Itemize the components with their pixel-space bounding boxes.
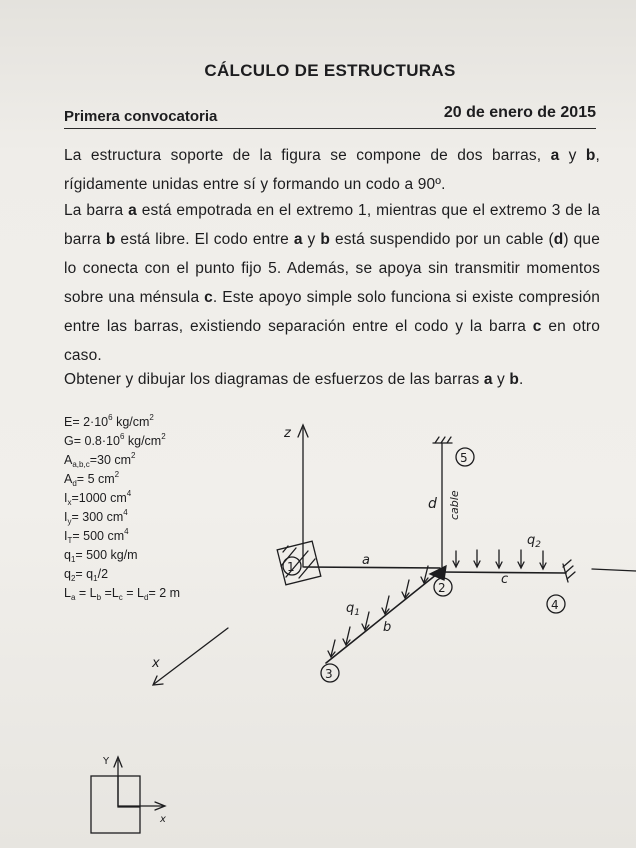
anchor-hatch bbox=[435, 437, 439, 443]
bar-b-label: b bbox=[383, 620, 392, 635]
bar-c-label: c bbox=[501, 572, 509, 587]
node-5-label: 5 bbox=[460, 451, 468, 465]
section-x-label: x bbox=[160, 814, 166, 825]
page-edge-line bbox=[592, 569, 636, 571]
document-title: CÁLCULO DE ESTRUCTURAS bbox=[204, 61, 456, 80]
bracket-hatch bbox=[567, 572, 575, 579]
section-y-label: Y bbox=[103, 756, 110, 767]
support-hatch bbox=[299, 559, 315, 578]
prop-q2: $q_2= q_1/2$ bbox=[64, 567, 109, 583]
anchor-hatch bbox=[447, 437, 451, 443]
prop-G: $G= 0.8\cdot 10^6$ $kg/cm^2$ bbox=[64, 432, 166, 448]
paragraph-task: Obtener y dibujar los diagramas de esfuerzos de las barras a y b. bbox=[64, 371, 524, 388]
prop-Iy: $I_y= 300$ $cm^4$ bbox=[64, 508, 128, 526]
prop-lengths: $L_a = L_b =L_c = L_d= 2$ m bbox=[64, 586, 181, 602]
bar-a-line bbox=[304, 567, 440, 568]
bar-a-label: a bbox=[362, 553, 370, 568]
node-1-label: 1 bbox=[287, 560, 295, 574]
section-inner bbox=[118, 776, 140, 807]
q1-load-label: $q_1$ bbox=[346, 601, 360, 618]
support-hatch bbox=[283, 546, 288, 552]
q1-load-arrows bbox=[328, 566, 428, 657]
exam-date: 20 de enero de 2015 bbox=[443, 104, 596, 121]
anchor-hatch bbox=[441, 437, 445, 443]
paragraph-supports: La barra a está empotrada en el extremo 1, mientras que el extremo 3 de la barra b está libre. El codo entre a y b está suspendido por un cable (d) que lo conecta con el punto fijo 5. Además, se apoya sin transmitir momentos sobre una ménsula c. Este apoyo simple solo funciona si existe compresión entre las barras, existiendo separación entre el codo y la barra c en otro caso. bbox=[64, 202, 601, 364]
x-axis-label: x bbox=[152, 656, 160, 671]
exam-call: Primera convocatoria bbox=[64, 108, 218, 125]
cable-d-label: d bbox=[428, 496, 437, 512]
prop-A-d: $A_d= 5$ $cm^2$ bbox=[64, 470, 120, 488]
q2-load-label: $q_2$ bbox=[527, 533, 541, 550]
z-axis-label: z bbox=[284, 426, 291, 441]
x-axis-line bbox=[154, 628, 228, 684]
prop-q1: $q_1= 500$ kg/m bbox=[64, 548, 138, 564]
bar-b-line bbox=[326, 570, 442, 663]
prop-Ix: $I_x=1000$ $cm^4$ bbox=[64, 489, 132, 507]
prop-A-abc: $A_{a,b,c}=30$ $cm^2$ bbox=[64, 451, 136, 469]
q2-load-arrows bbox=[453, 550, 546, 569]
paragraph-structure: La estructura soporte de la figura se compone de dos barras, a y b, rígidamente unidas entre sí y formando un codo a 90º. bbox=[64, 147, 600, 193]
node-2-label: 2 bbox=[438, 581, 446, 595]
prop-IT: $I_T= 500$ $cm^4$ bbox=[64, 527, 129, 545]
bracket-hatch bbox=[565, 566, 573, 573]
node-4-label: 4 bbox=[551, 598, 559, 612]
prop-E: $E= 2\cdot 10^6$ $kg/cm^2$ bbox=[64, 413, 154, 429]
bracket-hatch bbox=[563, 560, 571, 567]
node-3-label: 3 bbox=[325, 667, 333, 681]
section-outer bbox=[91, 776, 140, 833]
cable-text: cable bbox=[448, 490, 461, 520]
